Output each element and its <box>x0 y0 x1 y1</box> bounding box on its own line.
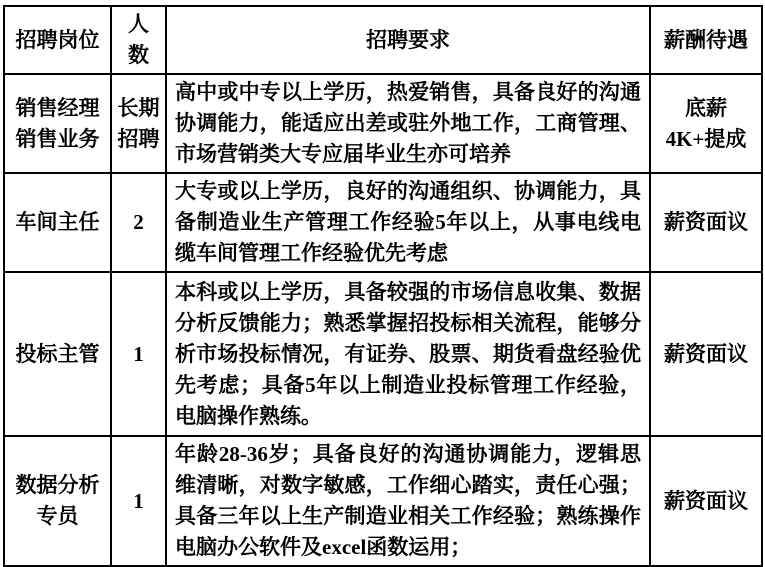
cell-count: 1 <box>111 272 166 436</box>
cell-position: 投标主管 <box>4 272 111 436</box>
cell-salary: 薪资面议 <box>650 173 762 272</box>
header-count: 人数 <box>111 6 166 74</box>
header-salary: 薪酬待遇 <box>650 6 762 74</box>
header-position: 招聘岗位 <box>4 6 111 74</box>
table-row-bidding-supervisor <box>4 272 762 436</box>
table-header-row <box>4 6 762 74</box>
cell-requirements: 高中或中专以上学历，热爱销售，具备良好的沟通协调能力，能适应出差或驻外地工作，工商管理、市场营销类大专应届毕业生亦可培养 <box>166 74 650 173</box>
cell-salary: 底薪4K+提成 <box>650 74 762 173</box>
cell-requirements: 本科或以上学历，具备较强的市场信息收集、数据分析反馈能力；熟悉掌握招投标相关流程，能够分析市场投标情况，有证券、股票、期货看盘经验优先考虑；具备5年以上制造业投标管理工作经验，电脑操作熟练。 <box>166 272 650 436</box>
cell-requirements: 年龄28-36岁；具备良好的沟通协调能力，逻辑思维清晰，对数字敏感，工作细心踏实，责任心强；具备三年以上生产制造业相关工作经验；熟练操作电脑办公软件及excel函数运用； <box>166 436 650 566</box>
cell-salary: 薪资面议 <box>650 436 762 566</box>
cell-count: 1 <box>111 436 166 566</box>
cell-position: 车间主任 <box>4 173 111 272</box>
cell-position: 销售经理销售业务 <box>4 74 111 173</box>
cell-salary: 薪资面议 <box>650 272 762 436</box>
recruitment-table <box>3 5 763 567</box>
cell-position: 数据分析专员 <box>4 436 111 566</box>
table-row-workshop-director <box>4 173 762 272</box>
cell-count: 2 <box>111 173 166 272</box>
header-requirements: 招聘要求 <box>166 6 650 74</box>
table-row-sales <box>4 74 762 173</box>
cell-count: 长期招聘 <box>111 74 166 173</box>
cell-requirements: 大专或以上学历，良好的沟通组织、协调能力，具备制造业生产管理工作经验5年以上，从事电线电缆车间管理工作经验优先考虑 <box>166 173 650 272</box>
